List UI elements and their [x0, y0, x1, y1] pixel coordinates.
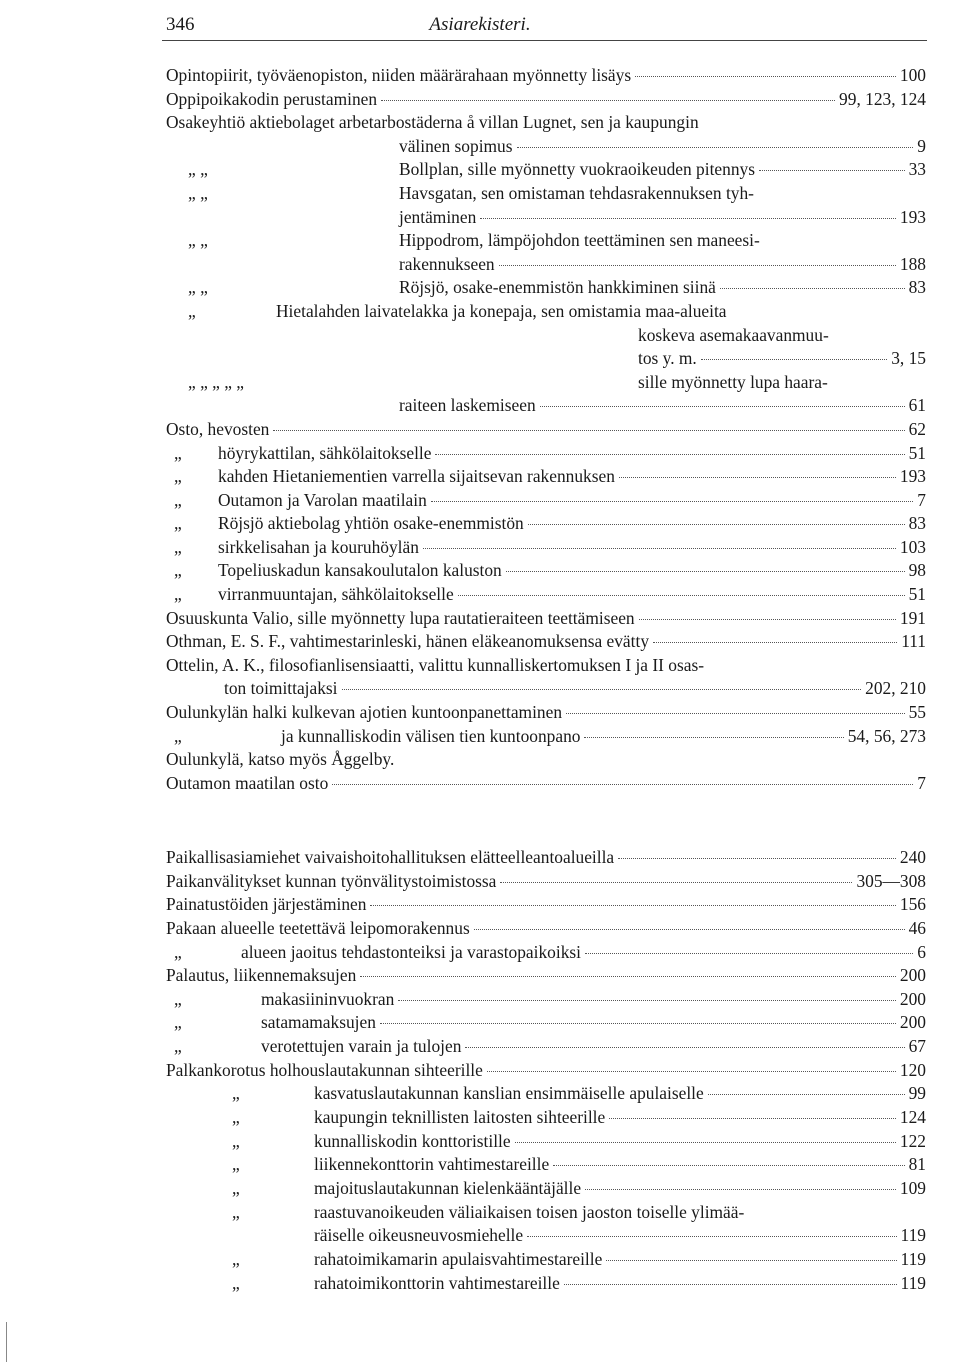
entry-text: „	[174, 536, 182, 557]
entry-subtext: sille myönnetty lupa haara-	[638, 371, 828, 392]
entry-text: Othman, E. S. F., vahtimestarinleski, hänen eläkeanomuksensa evätty	[166, 631, 650, 652]
leader-dots	[370, 905, 895, 906]
page-reference: 188	[899, 253, 926, 274]
entry-text: Outamon maatilan osto	[166, 772, 329, 793]
leader-dots	[515, 1142, 896, 1143]
entry-text: „	[174, 466, 182, 487]
entry-text: Oulunkylä, katso myös Åggelby.	[166, 749, 395, 770]
entry-text: Ottelin, A. K., filosofianlisensiaatti, valittu kunnalliskertomuksen I ja II osas-	[166, 654, 705, 675]
leader-dots	[585, 953, 913, 954]
page-reference: 6	[917, 941, 926, 962]
index-entry	[166, 748, 926, 772]
entry-text: „	[232, 1201, 240, 1222]
entry-text: „ „	[188, 277, 208, 298]
entry-text: Osto, hevosten	[166, 418, 270, 439]
entry-subtext: kahden Hietaniementien varrella sijaitsevan rakennuksen	[218, 466, 615, 487]
index-entry	[166, 1059, 926, 1083]
page-reference: 119	[900, 1225, 926, 1246]
leader-dots	[435, 454, 904, 455]
index-entry	[166, 347, 926, 371]
index-entry	[166, 964, 926, 988]
leader-dots	[720, 288, 905, 289]
entry-subtext: Bollplan, sille myönnetty vuokraoikeuden pitennys	[399, 159, 755, 180]
entry-text: „	[188, 300, 196, 321]
index-entry	[166, 182, 926, 206]
entry-subtext: Röjsjö aktiebolag yhtiön osake-enemmistön	[218, 513, 524, 534]
leader-dots	[566, 713, 905, 714]
entry-text: „	[232, 1272, 240, 1293]
leader-dots	[517, 147, 914, 148]
entry-text: „	[232, 1154, 240, 1175]
page-reference: 202, 210	[865, 678, 926, 699]
entry-text: „	[232, 1107, 240, 1128]
page-reference: 33	[908, 159, 926, 180]
page-reference: 98	[908, 560, 926, 581]
index-entry	[166, 135, 926, 159]
leader-dots	[380, 1023, 896, 1024]
entry-subtext: ja kunnalliskodin välisen tien kuntoonpano	[281, 725, 581, 746]
entry-text: Paikanvälitykset kunnan työnvälitystoimistossa	[166, 870, 497, 891]
entry-subtext: alueen jaoitus tehdastonteiksi ja varastopaikoiksi	[241, 941, 582, 962]
index-entry	[166, 1272, 926, 1296]
entry-text: Opintopiirit, työväenopiston, niiden määrärahaan myönnetty lisäys	[166, 65, 632, 85]
index-entry	[166, 371, 926, 395]
page-reference: 191	[899, 607, 926, 628]
index-entry	[166, 253, 926, 277]
entry-text: Painatustöiden järjestäminen	[166, 894, 367, 915]
leader-dots	[431, 501, 914, 502]
page-reference: 119	[900, 1248, 926, 1269]
index-section-p	[166, 846, 926, 1295]
index-entry	[166, 559, 926, 583]
index-entry	[166, 1201, 926, 1225]
page-reference: 124	[899, 1107, 926, 1128]
leader-dots	[398, 1000, 896, 1001]
index-entry	[166, 1177, 926, 1201]
entry-text: „	[174, 442, 182, 463]
page-number: 346	[166, 14, 195, 35]
entry-text: välinen sopimus	[399, 135, 513, 156]
entry-text: Palkankorotus holhouslautakunnan sihteerille	[166, 1059, 483, 1080]
entry-text: „	[174, 988, 182, 1009]
entry-subtext: liikennekonttorin vahtimestareille	[314, 1154, 550, 1175]
leader-dots	[701, 359, 887, 360]
page-reference: 120	[899, 1059, 926, 1080]
entry-text: „	[174, 1036, 182, 1057]
page-reference: 99	[908, 1083, 926, 1104]
page-reference: 51	[908, 584, 926, 605]
leader-dots	[423, 548, 896, 549]
entry-text: „	[232, 1083, 240, 1104]
index-entry	[166, 1224, 926, 1248]
entry-text: Paikallisasiamiehet vaivaishoitohallituksen elätteelleantoalueilla	[166, 847, 615, 867]
page-reference: 54, 56, 273	[847, 725, 926, 746]
leader-dots	[465, 1047, 904, 1048]
index-entry	[166, 64, 926, 88]
entry-text: „	[232, 1130, 240, 1151]
entry-text: Oulunkylän halki kulkevan ajotien kuntoonpanettaminen	[166, 702, 563, 723]
index-entry	[166, 1082, 926, 1106]
entry-subtext: makasiininvuokran	[261, 988, 395, 1009]
index-entry	[166, 394, 926, 418]
page-reference: 83	[908, 277, 926, 298]
index-entry	[166, 88, 926, 112]
entry-subtext: Hippodrom, lämpöjohdon teettäminen sen maneesi-	[399, 230, 760, 251]
index-entry	[166, 893, 926, 917]
index-entry	[166, 512, 926, 536]
index-entry	[166, 630, 926, 654]
page-reference: 61	[908, 395, 926, 416]
entry-text: tos y. m.	[638, 348, 697, 369]
leader-dots	[609, 1118, 896, 1119]
leader-dots	[332, 784, 913, 785]
entry-subtext: Havsgatan, sen omistaman tehdasrakennuksen tyh-	[399, 182, 754, 203]
index-entry	[166, 1011, 926, 1035]
page-reference: 122	[899, 1130, 926, 1151]
page-reference: 100	[899, 65, 926, 85]
leader-dots	[619, 477, 896, 478]
page-reference: 83	[908, 513, 926, 534]
leader-dots	[618, 858, 896, 859]
entry-text: Osuuskunta Valio, sille myönnetty lupa rautatieraiteen teettämiseen	[166, 607, 635, 628]
entry-subtext: Topeliuskadun kansakoulutalon kaluston	[218, 560, 502, 581]
entry-text: „ „	[188, 182, 208, 203]
page-reference: 111	[901, 631, 926, 652]
index-entry	[166, 536, 926, 560]
entry-text: „	[232, 1248, 240, 1269]
entry-text: „	[232, 1177, 240, 1198]
index-entry	[166, 1153, 926, 1177]
page-reference: 51	[908, 442, 926, 463]
index-entry	[166, 206, 926, 230]
page-reference: 7	[917, 489, 926, 510]
entry-text: koskeva asemakaavanmuu-	[638, 324, 829, 345]
entry-text: Osakeyhtiö aktiebolaget arbetarbostäderna å villan Lugnet, sen ja kaupungin	[166, 112, 699, 133]
leader-dots	[458, 595, 905, 596]
index-entry	[166, 300, 926, 324]
leader-dots	[584, 737, 843, 738]
leader-dots	[381, 100, 835, 101]
index-section-o	[166, 64, 926, 795]
entry-subtext: kasvatuslautakunnan kanslian ensimmäiselle apulaiselle	[314, 1083, 704, 1104]
entry-text: raiteen laskemiseen	[399, 395, 536, 416]
leader-dots	[585, 1189, 896, 1190]
entry-text: räiselle oikeusneuvosmiehelle	[314, 1225, 524, 1246]
page-reference: 46	[908, 917, 926, 938]
page-reference: 119	[900, 1272, 926, 1293]
entry-text: Pakaan alueelle teetettävä leipomorakennus	[166, 917, 470, 938]
page-reference: 67	[908, 1036, 926, 1057]
page-reference: 193	[899, 206, 926, 227]
leader-dots	[480, 218, 896, 219]
index-entry	[166, 772, 926, 796]
scan-margin-mark	[6, 1322, 7, 1362]
leader-dots	[528, 524, 905, 525]
entry-text: jentäminen	[399, 206, 477, 227]
leader-dots	[540, 406, 905, 407]
leader-dots	[499, 265, 896, 266]
entry-text: „	[174, 560, 182, 581]
page-reference: 99, 123, 124	[839, 88, 926, 109]
index-entry	[166, 941, 926, 965]
leader-dots	[506, 571, 905, 572]
index-entry	[166, 846, 926, 870]
entry-subtext: höyrykattilan, sähkölaitokselle	[218, 442, 432, 463]
index-entry	[166, 229, 926, 253]
leader-dots	[527, 1236, 896, 1237]
leader-dots	[653, 642, 897, 643]
leader-dots	[487, 1071, 896, 1072]
page-reference: 200	[899, 1012, 926, 1033]
entry-text: Palautus, liikennemaksujen	[166, 965, 357, 986]
leader-dots	[564, 1284, 897, 1285]
leader-dots	[635, 76, 896, 77]
index-entry	[166, 1130, 926, 1154]
page-reference: 305—308	[856, 870, 926, 891]
page-reference: 200	[899, 965, 926, 986]
entry-subtext: raastuvanoikeuden väliaikaisen toisen jaoston toiselle ylimää-	[314, 1201, 745, 1222]
page-reference: 62	[908, 418, 926, 439]
entry-subtext: rahatoimikamarin apulaisvahtimestareille	[314, 1248, 603, 1269]
page-reference: 103	[899, 536, 926, 557]
index-entry	[166, 725, 926, 749]
entry-subtext: verotettujen varain ja tulojen	[261, 1036, 462, 1057]
entry-text: „	[174, 584, 182, 605]
header-rule	[162, 40, 927, 41]
entry-subtext: kunnalliskodin konttoristille	[314, 1130, 511, 1151]
entry-text: ton toimittajaksi	[224, 678, 338, 699]
entry-subtext: Röjsjö, osake-enemmistön hankkiminen siinä	[399, 277, 716, 298]
page-reference: 200	[899, 988, 926, 1009]
page-reference: 193	[899, 466, 926, 487]
page-reference: 240	[899, 847, 926, 867]
entry-text: „ „	[188, 230, 208, 251]
index-entry	[166, 870, 926, 894]
index-entry	[166, 917, 926, 941]
index-entry	[166, 988, 926, 1012]
page-reference: 109	[899, 1177, 926, 1198]
leader-dots	[553, 1165, 904, 1166]
page-reference: 3, 15	[891, 348, 926, 369]
index-entry	[166, 465, 926, 489]
index-entry	[166, 583, 926, 607]
index-entry	[166, 489, 926, 513]
index-entry	[166, 677, 926, 701]
leader-dots	[759, 170, 905, 171]
index-entry	[166, 442, 926, 466]
entry-text: Oppipoikakodin perustaminen	[166, 88, 378, 109]
leader-dots	[639, 619, 896, 620]
entry-subtext: Outamon ja Varolan maatilain	[218, 489, 427, 510]
leader-dots	[606, 1260, 896, 1261]
entry-subtext: sirkkelisahan ja kouruhöylän	[218, 536, 419, 557]
entry-subtext: rahatoimikonttorin vahtimestareille	[314, 1272, 560, 1293]
index-entry	[166, 1035, 926, 1059]
leader-dots	[500, 882, 852, 883]
index-entry	[166, 111, 926, 135]
leader-dots	[474, 929, 905, 930]
page-reference: 7	[917, 772, 926, 793]
entry-subtext: virranmuuntajan, sähkölaitokselle	[218, 584, 454, 605]
entry-text: „	[174, 941, 182, 962]
index-entry	[166, 276, 926, 300]
entry-text: „	[174, 513, 182, 534]
entry-text: rakennukseen	[399, 253, 495, 274]
index-entry	[166, 158, 926, 182]
index-entry	[166, 1248, 926, 1272]
page-title: Asiarekisteri.	[429, 14, 531, 35]
entry-subtext: kaupungin teknillisten laitosten sihteerille	[314, 1107, 606, 1128]
entry-subtext: majoituslautakunnan kielenkääntäjälle	[314, 1177, 582, 1198]
leader-dots	[360, 976, 896, 977]
page-reference: 55	[908, 702, 926, 723]
index-entry	[166, 1106, 926, 1130]
index-entry	[166, 418, 926, 442]
page-reference: 81	[908, 1154, 926, 1175]
page-reference: 156	[899, 894, 926, 915]
index-entry	[166, 607, 926, 631]
entry-subtext: Hietalahden laivatelakka ja konepaja, sen omistamia maa-alueita	[276, 300, 727, 321]
leader-dots	[273, 430, 904, 431]
entry-text: „ „ „ „ „	[188, 371, 244, 392]
entry-text: „ „	[188, 159, 208, 180]
leader-dots	[342, 689, 862, 690]
index-entry	[166, 701, 926, 725]
entry-text: „	[174, 725, 182, 746]
page-reference: 9	[917, 135, 926, 156]
index-entry	[166, 324, 926, 348]
page-header	[0, 14, 960, 42]
leader-dots	[708, 1094, 905, 1095]
entry-text: „	[174, 489, 182, 510]
entry-subtext: satamamaksujen	[261, 1012, 376, 1033]
index-entry	[166, 654, 926, 678]
entry-text: „	[174, 1012, 182, 1033]
